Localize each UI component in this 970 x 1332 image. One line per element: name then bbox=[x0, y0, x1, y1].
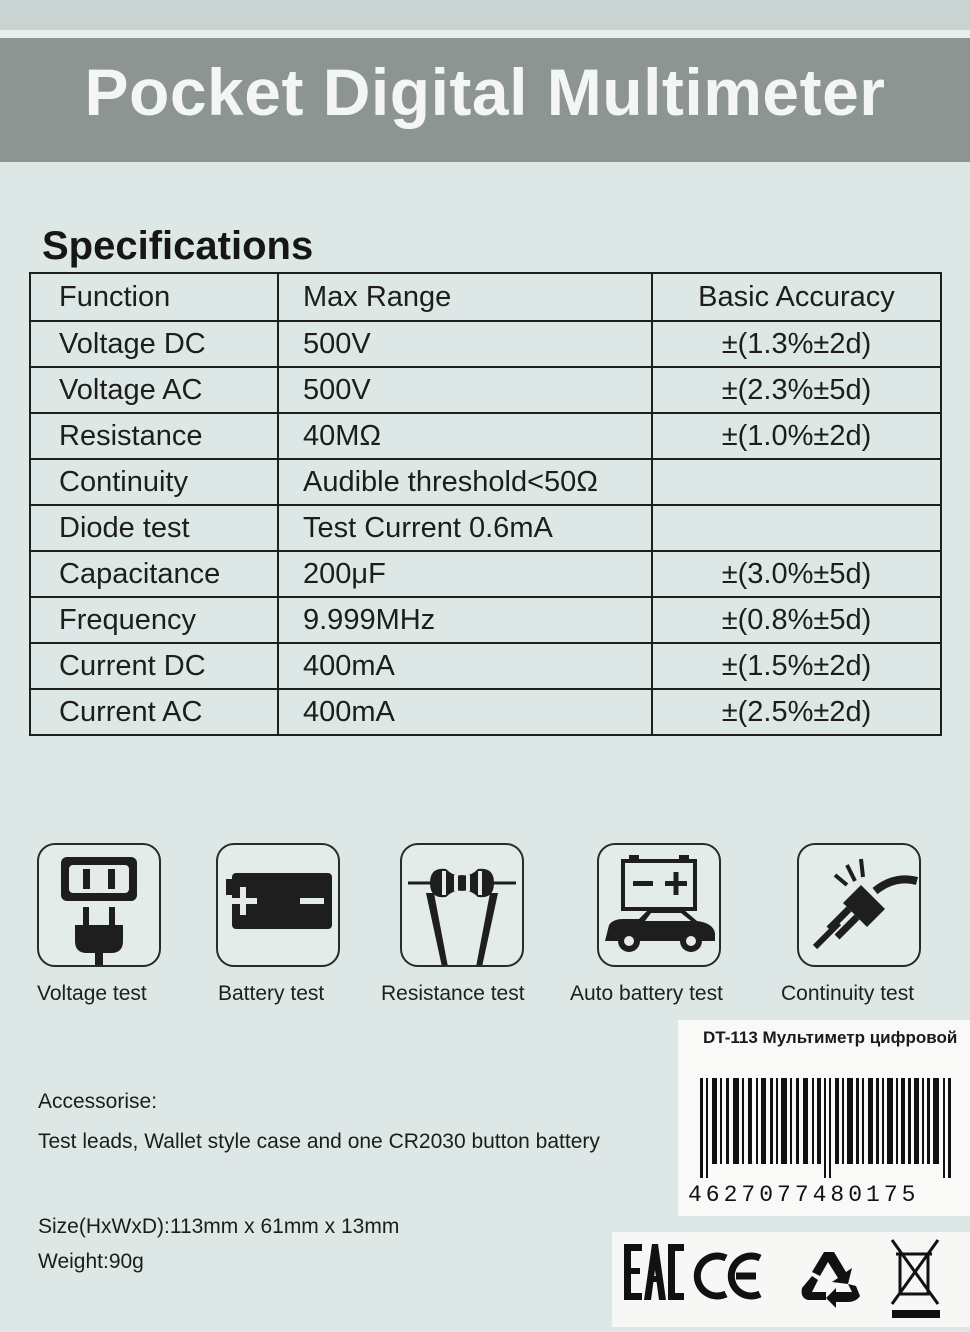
feature-label: Continuity test bbox=[781, 982, 915, 1005]
table-row bbox=[30, 459, 941, 505]
top-strip bbox=[0, 0, 970, 30]
max-range-cell: 500V bbox=[278, 367, 652, 413]
feature-label: Auto battery test bbox=[570, 982, 723, 1005]
feature-label: Battery test bbox=[218, 982, 325, 1005]
size-text: Size(HxWxD):113mm x 61mm x 13mm bbox=[38, 1215, 400, 1238]
eac-mark-icon bbox=[624, 1244, 684, 1300]
function-cell: Current DC bbox=[30, 643, 278, 689]
function-cell: Frequency bbox=[30, 597, 278, 643]
feature-icons bbox=[0, 840, 970, 1020]
product-title: Pocket Digital Multimeter bbox=[84, 55, 886, 129]
accessories-text: Test leads, Wallet style case and one CR2030 button battery bbox=[38, 1130, 600, 1153]
table-header-row bbox=[30, 273, 941, 321]
function-cell: Current AC bbox=[30, 689, 278, 735]
accuracy-cell: ±(2.3%±5d) bbox=[652, 367, 941, 413]
function-cell: Voltage AC bbox=[30, 367, 278, 413]
table-row bbox=[30, 367, 941, 413]
specifications-heading: Specifications bbox=[42, 224, 314, 268]
header-max-range: Max Range bbox=[278, 273, 652, 321]
max-range-cell: 400mA bbox=[278, 689, 652, 735]
function-cell: Diode test bbox=[30, 505, 278, 551]
function-cell: Resistance bbox=[30, 413, 278, 459]
max-range-cell: 200μF bbox=[278, 551, 652, 597]
car-battery-icon bbox=[597, 843, 721, 967]
specifications-table bbox=[29, 272, 942, 736]
max-range-cell: 500V bbox=[278, 321, 652, 367]
table-row bbox=[30, 643, 941, 689]
max-range-cell: Audible threshold<50Ω bbox=[278, 459, 652, 505]
ce-mark-icon bbox=[697, 1256, 760, 1296]
accessories-heading: Accessorise: bbox=[38, 1090, 158, 1113]
max-range-cell: 400mA bbox=[278, 643, 652, 689]
barcode-icon bbox=[700, 1078, 955, 1178]
header-basic-accuracy: Basic Accuracy bbox=[652, 273, 941, 321]
function-cell: Capacitance bbox=[30, 551, 278, 597]
sticker-text: DT-113 Мультиметр цифровой bbox=[703, 1028, 958, 1047]
weee-bin-icon bbox=[892, 1240, 940, 1318]
accuracy-cell: ±(0.8%±5d) bbox=[652, 597, 941, 643]
table-row bbox=[30, 689, 941, 735]
battery-icon bbox=[216, 843, 340, 967]
function-cell: Voltage DC bbox=[30, 321, 278, 367]
table-row bbox=[30, 551, 941, 597]
max-range-cell: 9.999MHz bbox=[278, 597, 652, 643]
title-banner bbox=[0, 38, 970, 162]
accuracy-cell bbox=[652, 459, 941, 505]
accuracy-cell: ±(1.3%±2d) bbox=[652, 321, 941, 367]
barcode-sticker bbox=[678, 1020, 970, 1216]
accuracy-cell: ±(1.0%±2d) bbox=[652, 413, 941, 459]
feature-label: Resistance test bbox=[381, 982, 525, 1005]
resistor-probes-icon bbox=[400, 843, 524, 967]
top-line bbox=[0, 30, 970, 38]
continuity-plug-icon bbox=[797, 843, 921, 967]
accuracy-cell bbox=[652, 505, 941, 551]
barcode-digits: 4627077480175 bbox=[688, 1182, 920, 1208]
table-row bbox=[30, 321, 941, 367]
recycle-icon bbox=[802, 1252, 860, 1308]
accuracy-cell: ±(3.0%±5d) bbox=[652, 551, 941, 597]
table-row bbox=[30, 597, 941, 643]
header-function: Function bbox=[30, 273, 278, 321]
weight-text: Weight:90g bbox=[38, 1250, 144, 1273]
plug-socket-icon bbox=[37, 843, 161, 967]
certification-marks bbox=[612, 1232, 970, 1327]
accuracy-cell: ±(1.5%±2d) bbox=[652, 643, 941, 689]
feature-label: Voltage test bbox=[37, 982, 147, 1005]
table-row bbox=[30, 505, 941, 551]
accuracy-cell: ±(2.5%±2d) bbox=[652, 689, 941, 735]
max-range-cell: Test Current 0.6mA bbox=[278, 505, 652, 551]
max-range-cell: 40MΩ bbox=[278, 413, 652, 459]
table-row bbox=[30, 413, 941, 459]
function-cell: Continuity bbox=[30, 459, 278, 505]
